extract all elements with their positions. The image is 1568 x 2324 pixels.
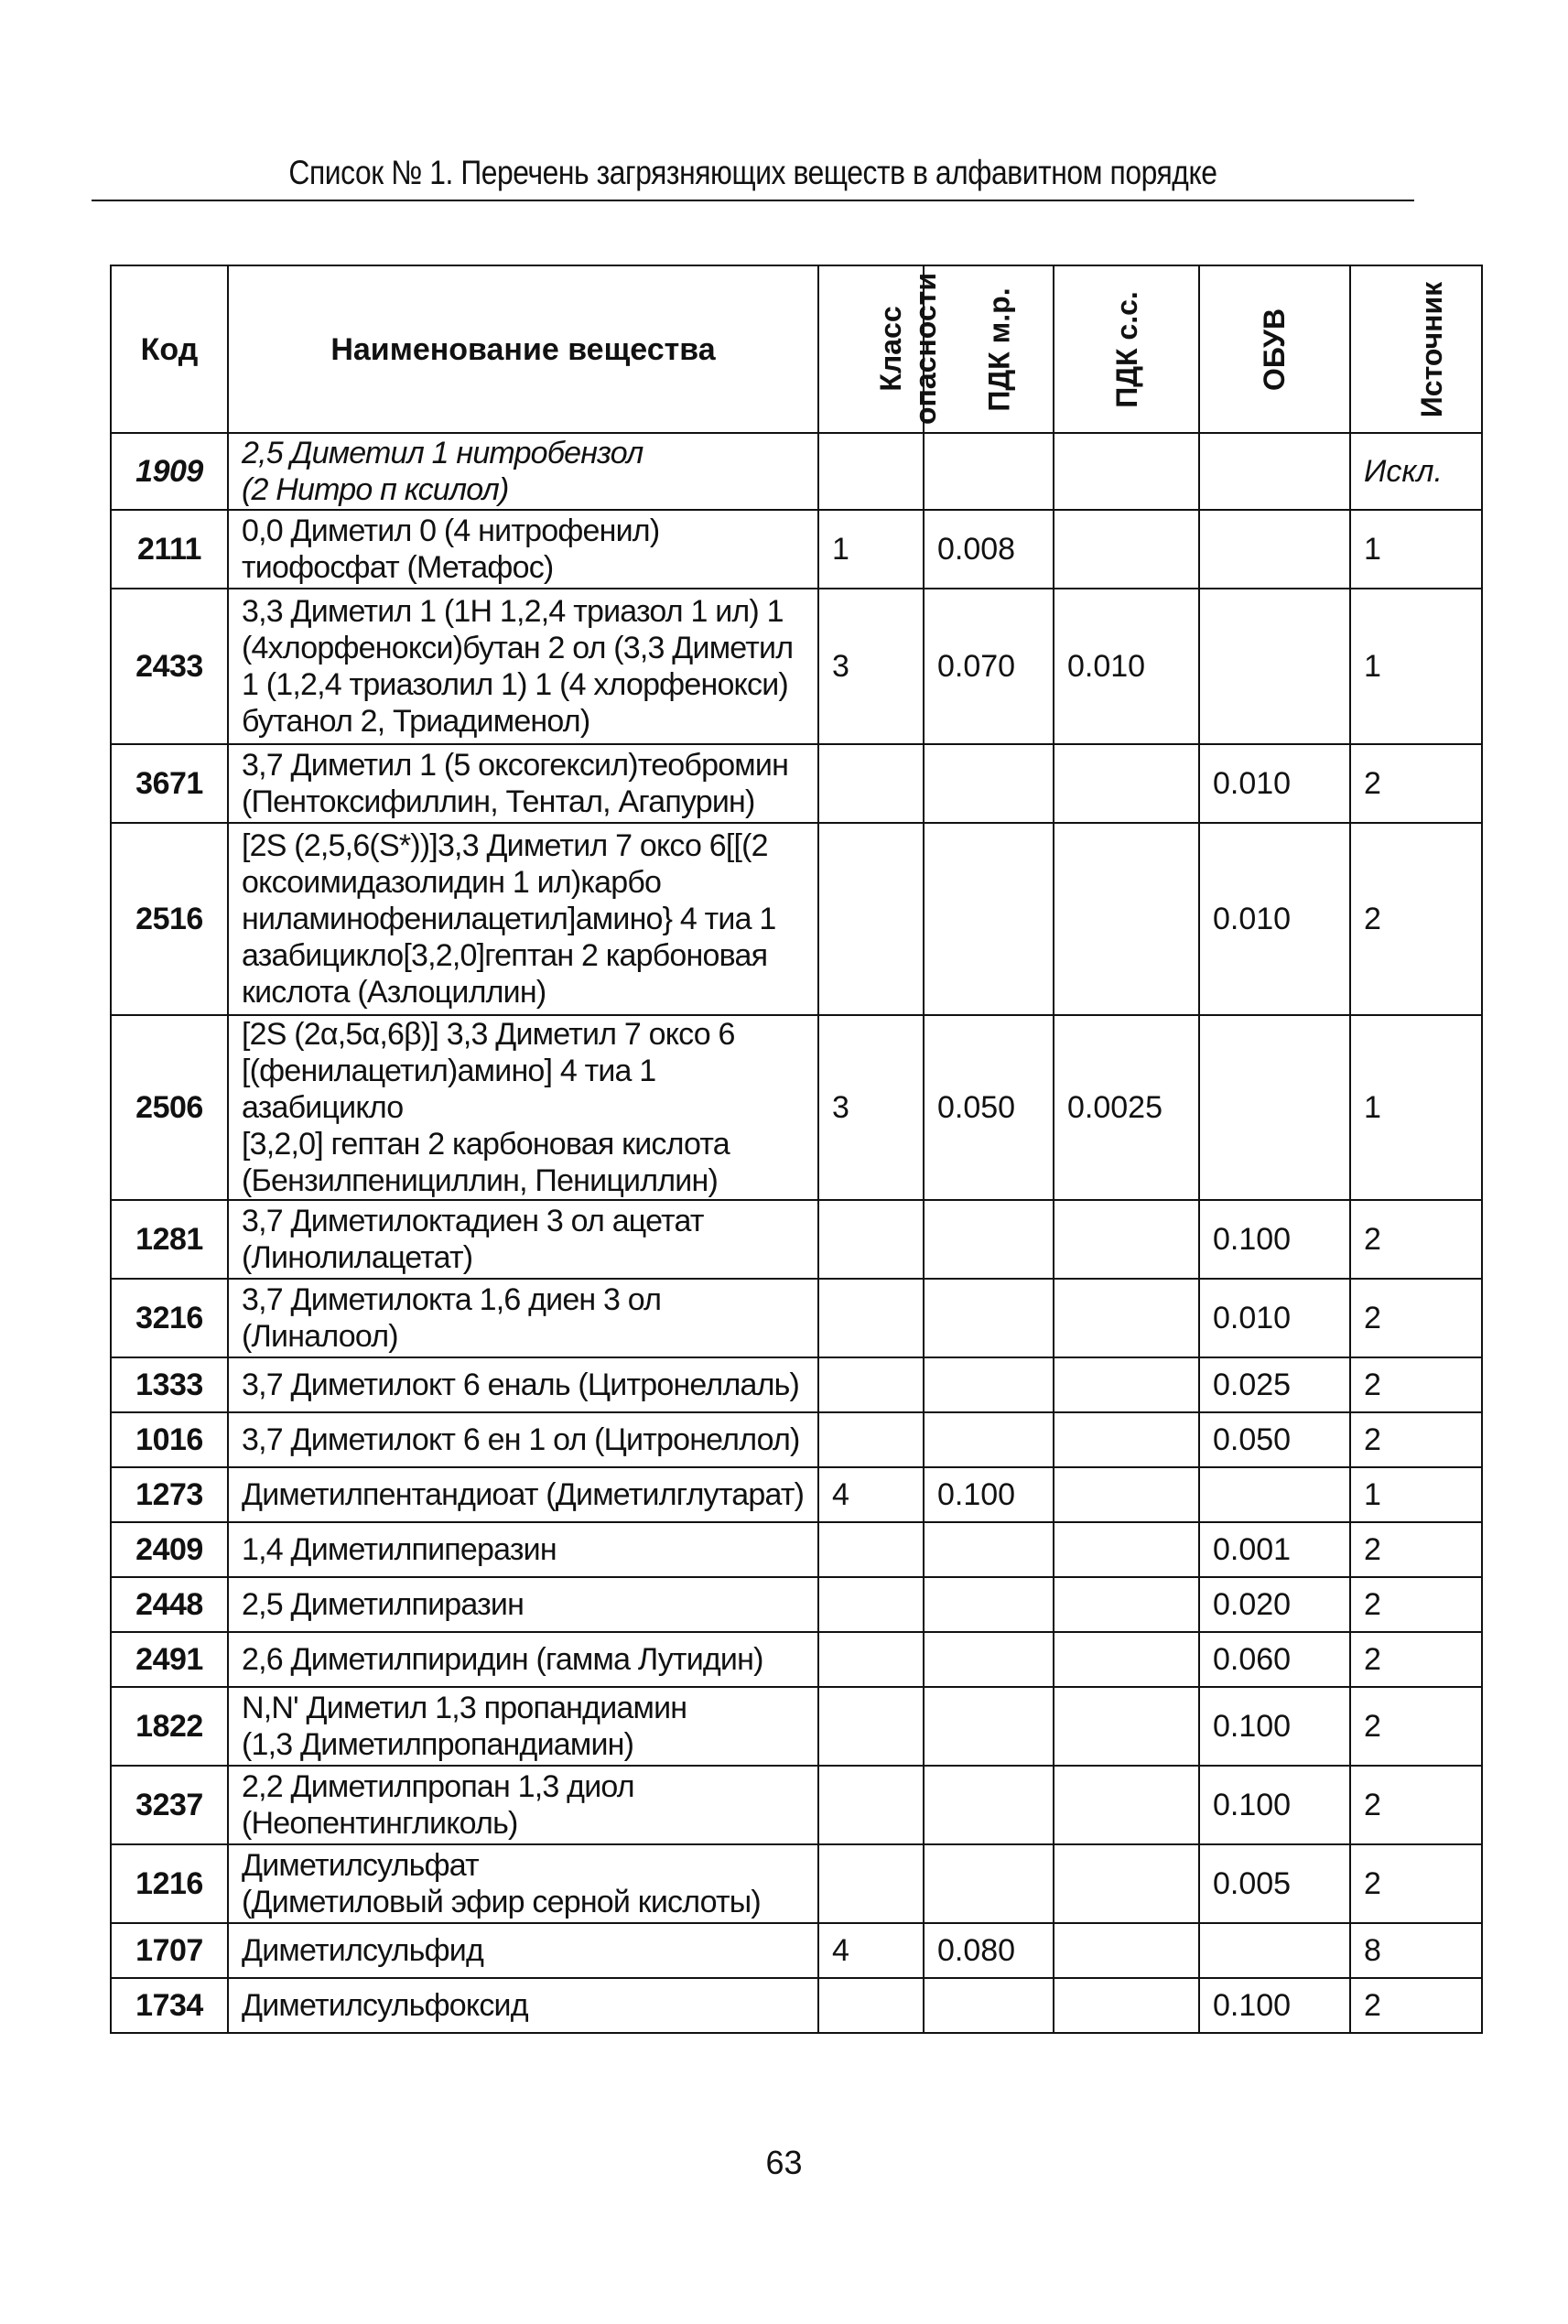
cell-name: 3,3 Диметил 1 (1Н 1,2,4 триазол 1 ил) 1 (4хлорфенокси)бутан 2 ол (3,3 Диметил 1 (1,2,4 триазолил 1) 1 (4 хлорфенокси) бутанол 2, Триадименол) (228, 589, 818, 744)
cell-obuv: 0.020 (1199, 1577, 1350, 1632)
page-number: 63 (765, 2144, 803, 2181)
cell-obuv (1199, 1923, 1350, 1978)
cell-pdk-ss (1054, 1522, 1199, 1577)
cell-source: Искл. (1350, 433, 1482, 510)
cell-pdk-mr (924, 1279, 1054, 1357)
table-row (111, 1577, 1482, 1632)
cell-code: 2409 (111, 1522, 228, 1577)
cell-pdk-ss (1054, 744, 1199, 823)
cell-class (818, 1357, 924, 1412)
cell-pdk-ss (1054, 1923, 1199, 1978)
cell-pdk-mr: 0.070 (924, 589, 1054, 744)
cell-source: 2 (1350, 744, 1482, 823)
cell-code: 2491 (111, 1632, 228, 1687)
cell-pdk-ss (1054, 433, 1199, 510)
cell-name: 3,7 Диметилокт 6 еналь (Цитронеллаль) (228, 1357, 818, 1412)
cell-code: 1273 (111, 1467, 228, 1522)
cell-name: [2S (2α,5α,6β)] 3,3 Диметил 7 оксо 6 [(фенилацетил)амино] 4 тиа 1 азабицикло [3,2,0] гептан 2 карбоновая кислота (Бензилпенициллин, Пенициллин) (228, 1015, 818, 1200)
table-row (111, 1467, 1482, 1522)
cell-source: 2 (1350, 1200, 1482, 1279)
table-row (111, 1015, 1482, 1200)
cell-pdk-ss: 0.0025 (1054, 1015, 1199, 1200)
cell-code: 2448 (111, 1577, 228, 1632)
cell-name: 2,2 Диметилпропан 1,3 диол (Неопентингликоль) (228, 1766, 818, 1844)
cell-code: 3671 (111, 744, 228, 823)
cell-code: 1216 (111, 1844, 228, 1923)
cell-pdk-mr: 0.100 (924, 1467, 1054, 1522)
table-body (111, 433, 1482, 2033)
cell-obuv (1199, 433, 1350, 510)
cell-source: 2 (1350, 823, 1482, 1015)
cell-pdk-ss (1054, 1766, 1199, 1844)
cell-name: 2,5 Диметилпиразин (228, 1577, 818, 1632)
cell-pdk-ss (1054, 1844, 1199, 1923)
cell-class (818, 1632, 924, 1687)
header-class-line1: Класс (874, 306, 908, 392)
cell-pdk-ss: 0.010 (1054, 589, 1199, 744)
header-class (818, 265, 943, 433)
cell-name: 3,7 Диметилокт 6 ен 1 ол (Цитронеллол) (228, 1412, 818, 1467)
cell-pdk-mr (924, 823, 1054, 1015)
cell-obuv: 0.001 (1199, 1522, 1350, 1577)
cell-obuv: 0.100 (1199, 1766, 1350, 1844)
cell-name: Диметилсульфат (Диметиловый эфир серной кислоты) (228, 1844, 818, 1923)
cell-pdk-ss (1054, 823, 1199, 1015)
cell-class (818, 1200, 924, 1279)
cell-obuv: 0.050 (1199, 1412, 1350, 1467)
header-class-line2: опасности (909, 272, 943, 426)
header-pdk-ss (1054, 265, 1199, 433)
header-rule (92, 200, 1414, 201)
cell-code: 1333 (111, 1357, 228, 1412)
cell-name: 3,7 Диметилокта 1,6 диен 3 ол (Линалоол) (228, 1279, 818, 1357)
cell-class: 3 (818, 589, 924, 744)
cell-source: 1 (1350, 1015, 1482, 1200)
cell-obuv: 0.100 (1199, 1200, 1350, 1279)
cell-class (818, 1978, 924, 2033)
table-row (111, 510, 1482, 589)
cell-source: 2 (1350, 1522, 1482, 1577)
cell-pdk-ss (1054, 1467, 1199, 1522)
cell-pdk-ss (1054, 1978, 1199, 2033)
table-row (111, 589, 1482, 744)
cell-source: 2 (1350, 1687, 1482, 1766)
cell-class (818, 1577, 924, 1632)
cell-obuv: 0.010 (1199, 823, 1350, 1015)
header-pdk-mr (924, 265, 1054, 433)
cell-code: 1734 (111, 1978, 228, 2033)
cell-class (818, 1844, 924, 1923)
table-row (111, 1200, 1482, 1279)
cell-source: 2 (1350, 1357, 1482, 1412)
table-row (111, 1978, 1482, 2033)
cell-pdk-mr (924, 744, 1054, 823)
cell-obuv: 0.010 (1199, 744, 1350, 823)
cell-name: 2,6 Диметилпиридин (гамма Лутидин) (228, 1632, 818, 1687)
cell-source: 2 (1350, 1978, 1482, 2033)
cell-class (818, 1766, 924, 1844)
cell-code: 1909 (111, 433, 228, 510)
cell-pdk-ss (1054, 1279, 1199, 1357)
cell-pdk-mr (924, 1766, 1054, 1844)
cell-name: Диметилпентандиоат (Диметилглутарат) (228, 1467, 818, 1522)
table-row (111, 1632, 1482, 1687)
cell-pdk-mr (924, 1978, 1054, 2033)
cell-name: 1,4 Диметилпиперазин (228, 1522, 818, 1577)
header-obuv-label: ОБУВ (1258, 308, 1292, 391)
header-pdk-mr-label: ПДК м.р. (982, 286, 1016, 412)
cell-class: 3 (818, 1015, 924, 1200)
cell-pdk-mr (924, 1522, 1054, 1577)
cell-obuv (1199, 1467, 1350, 1522)
cell-code: 1822 (111, 1687, 228, 1766)
table-row (111, 823, 1482, 1015)
cell-source: 2 (1350, 1279, 1482, 1357)
cell-pdk-mr (924, 1200, 1054, 1279)
cell-name: 0,0 Диметил 0 (4 нитрофенил) тиофосфат (Метафос) (228, 510, 818, 589)
cell-class: 1 (818, 510, 924, 589)
cell-pdk-mr: 0.080 (924, 1923, 1054, 1978)
cell-obuv (1199, 1015, 1350, 1200)
header-source (1350, 265, 1482, 433)
cell-obuv: 0.005 (1199, 1844, 1350, 1923)
cell-code: 1707 (111, 1923, 228, 1978)
cell-source: 8 (1350, 1923, 1482, 1978)
cell-code: 3237 (111, 1766, 228, 1844)
cell-obuv: 0.060 (1199, 1632, 1350, 1687)
cell-obuv (1199, 589, 1350, 744)
table-row (111, 1923, 1482, 1978)
cell-pdk-ss (1054, 510, 1199, 589)
cell-pdk-ss (1054, 1687, 1199, 1766)
header-code: Код (111, 265, 228, 433)
cell-code: 2516 (111, 823, 228, 1015)
cell-pdk-ss (1054, 1577, 1199, 1632)
table-row (111, 1279, 1482, 1357)
cell-class (818, 1522, 924, 1577)
table-row (111, 1766, 1482, 1844)
page-header: Список № 1. Перечень загрязняющих веществ в алфавитном порядке (288, 154, 1217, 191)
cell-code: 1281 (111, 1200, 228, 1279)
cell-source: 2 (1350, 1766, 1482, 1844)
cell-pdk-ss (1054, 1632, 1199, 1687)
cell-obuv: 0.100 (1199, 1978, 1350, 2033)
cell-pdk-ss (1054, 1200, 1199, 1279)
cell-code: 2433 (111, 589, 228, 744)
cell-obuv: 0.010 (1199, 1279, 1350, 1357)
cell-code: 3216 (111, 1279, 228, 1357)
cell-name: N,N' Диметил 1,3 пропандиамин (1,3 Диметилпропандиамин) (228, 1687, 818, 1766)
cell-pdk-ss (1054, 1412, 1199, 1467)
cell-class (818, 1279, 924, 1357)
cell-class (818, 433, 924, 510)
cell-name: [2S (2,5,6(S*))]3,3 Диметил 7 оксо 6[[(2 оксоимидазолидин 1 ил)карбо ниламинофенилацетил]амино} 4 тиа 1 азабицикло[3,2,0]гептан 2 карбоновая кислота (Азлоциллин) (228, 823, 818, 1015)
table-row (111, 1687, 1482, 1766)
cell-pdk-mr: 0.008 (924, 510, 1054, 589)
cell-source: 2 (1350, 1577, 1482, 1632)
cell-pdk-mr (924, 433, 1054, 510)
cell-obuv: 0.100 (1199, 1687, 1350, 1766)
cell-code: 2506 (111, 1015, 228, 1200)
cell-name: Диметилсульфид (228, 1923, 818, 1978)
table-row (111, 1522, 1482, 1577)
cell-code: 1016 (111, 1412, 228, 1467)
cell-source: 1 (1350, 510, 1482, 589)
cell-class (818, 823, 924, 1015)
table-row (111, 744, 1482, 823)
cell-code: 2111 (111, 510, 228, 589)
cell-pdk-ss (1054, 1357, 1199, 1412)
substances-table (110, 265, 1483, 2034)
cell-source: 1 (1350, 589, 1482, 744)
cell-pdk-mr (924, 1357, 1054, 1412)
cell-name: 3,7 Диметил 1 (5 оксогексил)теобромин (Пентоксифиллин, Тентал, Агапурин) (228, 744, 818, 823)
header-name: Наименование вещества (228, 265, 818, 433)
header-pdk-ss-label: ПДК с.с. (1109, 290, 1143, 408)
table-header-row (111, 265, 1482, 433)
cell-name: Диметилсульфоксид (228, 1978, 818, 2033)
cell-pdk-mr (924, 1687, 1054, 1766)
cell-obuv: 0.025 (1199, 1357, 1350, 1412)
table-row (111, 1412, 1482, 1467)
table-row (111, 1357, 1482, 1412)
table-row (111, 1844, 1482, 1923)
cell-class: 4 (818, 1923, 924, 1978)
cell-pdk-mr (924, 1412, 1054, 1467)
cell-class (818, 1687, 924, 1766)
cell-class: 4 (818, 1467, 924, 1522)
cell-pdk-mr (924, 1632, 1054, 1687)
header-source-label: Источник (1415, 281, 1449, 417)
cell-pdk-mr: 0.050 (924, 1015, 1054, 1200)
cell-pdk-mr (924, 1844, 1054, 1923)
table-row (111, 433, 1482, 510)
cell-name: 2,5 Диметил 1 нитробензол (2 Нитро п ксилол) (228, 433, 818, 510)
cell-obuv (1199, 510, 1350, 589)
cell-class (818, 1412, 924, 1467)
cell-source: 2 (1350, 1412, 1482, 1467)
cell-source: 2 (1350, 1632, 1482, 1687)
cell-source: 2 (1350, 1844, 1482, 1923)
cell-source: 1 (1350, 1467, 1482, 1522)
cell-pdk-mr (924, 1577, 1054, 1632)
cell-class (818, 744, 924, 823)
cell-name: 3,7 Диметилоктадиен 3 ол ацетат (Линолилацетат) (228, 1200, 818, 1279)
header-obuv (1199, 265, 1350, 433)
